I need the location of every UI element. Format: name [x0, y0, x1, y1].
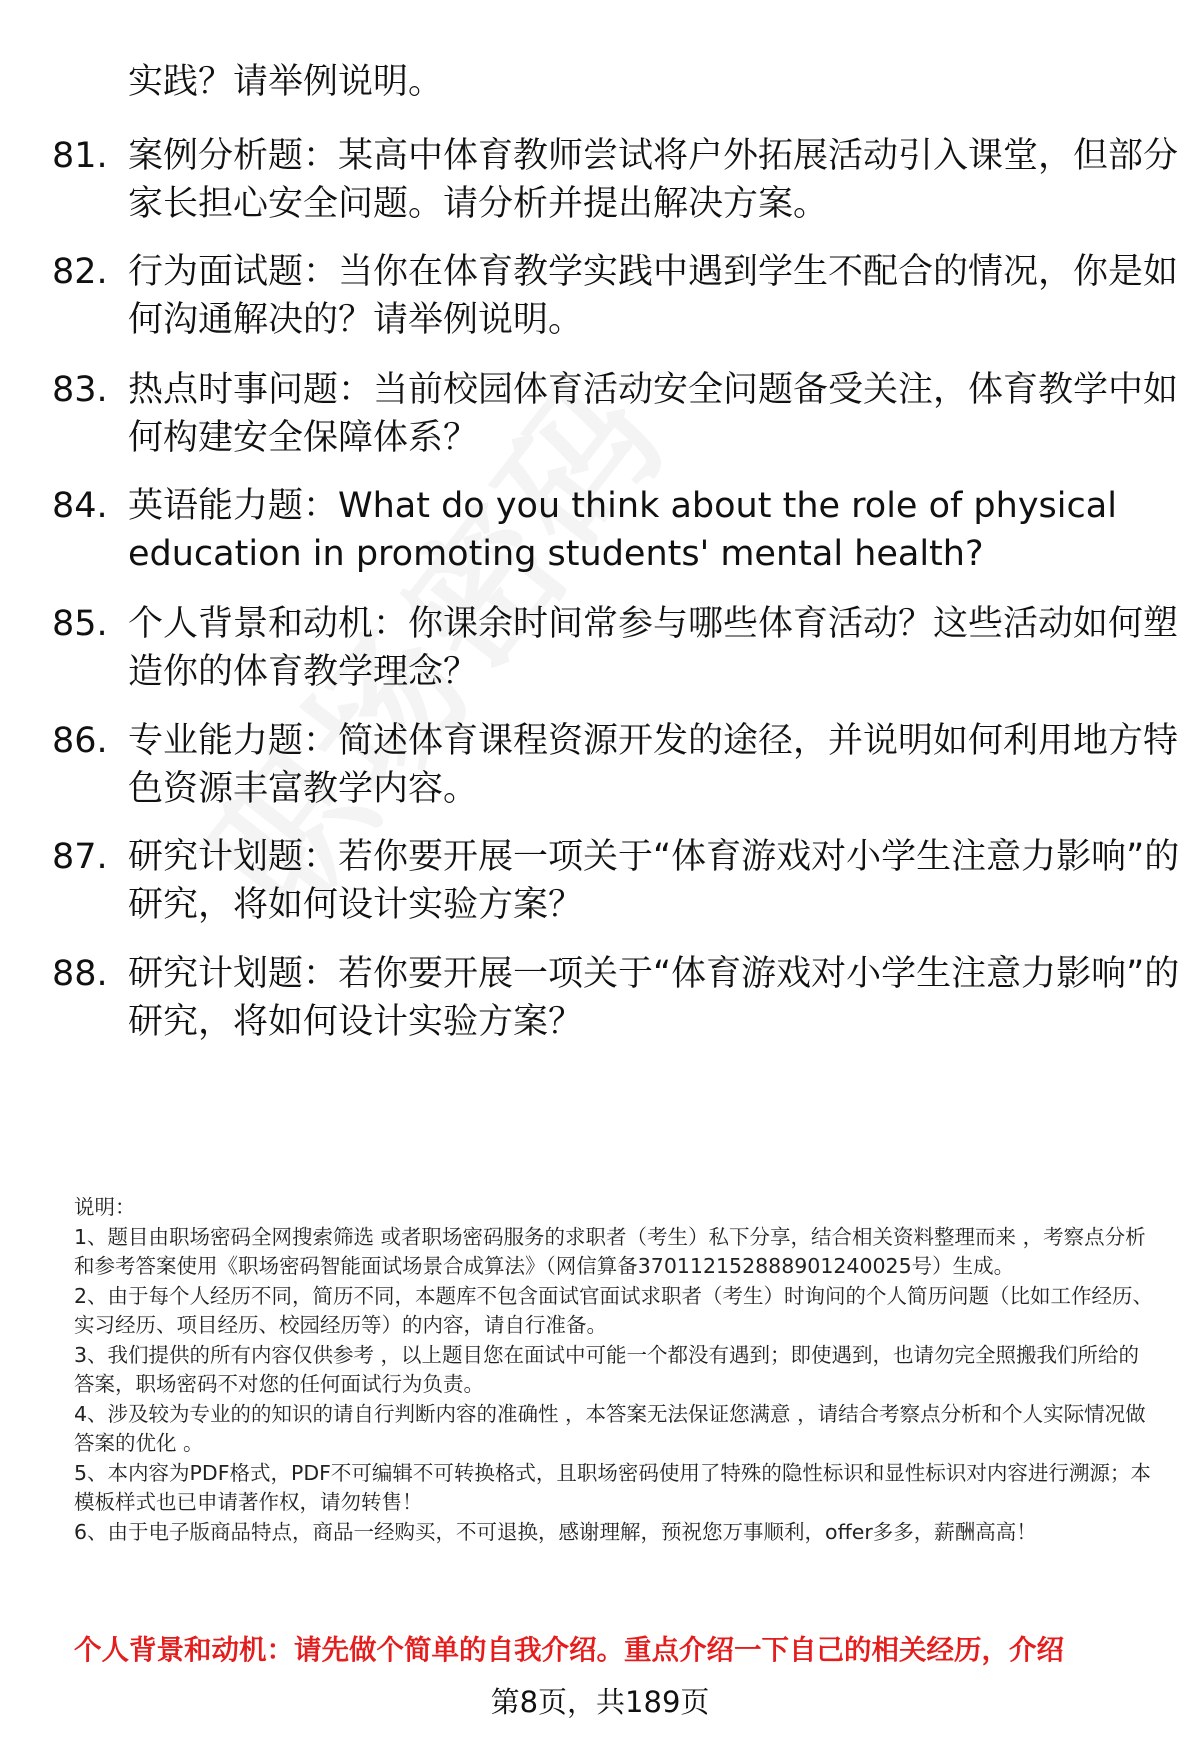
question-text: 专业能力题：简述体育课程资源开发的途径，并说明如何利用地方特色资源丰富教学内容。 [128, 721, 1179, 809]
question-item [52, 833, 1180, 929]
question-text: 个人背景和动机：你课余时间常参与哪些体育活动？这些活动如何塑造你的体育教学理念？ [128, 604, 1179, 692]
question-number: 86. [52, 721, 108, 761]
question-number: 82. [52, 252, 108, 292]
question-text: 案例分析题：某高中体育教师尝试将户外拓展活动引入课堂，但部分家长担心安全问题。请分析并提出解决方案。 [128, 136, 1179, 224]
question-text: 英语能力题：What do you think about the role of physical education in promoting students' mental health? [128, 486, 1117, 574]
question-number: 87. [52, 837, 108, 877]
note-item: 5、本内容为PDF格式，PDF不可编辑不可转换格式，且职场密码使用了特殊的隐性标识和显性标识对内容进行溯源；本模板样式也已申请著作权，请勿转售！ [74, 1460, 1151, 1514]
question-item [52, 248, 1179, 344]
note-item: 2、由于每个人经历不同，简历不同，本题库不包含面试官面试求职者（考生）时询问的个人简历问题（比如工作经历、实习经历、项目经历、校园经历等）的内容，请自行准备。 [74, 1283, 1154, 1337]
question-text: 热点时事问题：当前校园体育活动安全问题备受关注，体育教学中如何构建安全保障体系？ [128, 370, 1179, 458]
question-number: 84. [52, 486, 108, 526]
note-item: 4、涉及较为专业的的知识的请自行判断内容的准确性 ，本答案无法保证您满意 ，请结合考察点分析和个人实际情况做答案的优化 。 [74, 1401, 1146, 1455]
question-item [52, 132, 1179, 228]
page-number: 第8页，共189页 [490, 1685, 710, 1719]
notes-section [74, 1193, 1159, 1547]
question-number: 88. [52, 954, 108, 994]
question-item [52, 366, 1179, 462]
question-text: 行为面试题：当你在体育教学实践中遇到学生不配合的情况，你是如何沟通解决的？请举例说明。 [128, 252, 1179, 340]
question-number: 85. [52, 604, 108, 644]
question-item [52, 950, 1180, 1046]
question-text: 研究计划题：若你要开展一项关于“体育游戏对小学生注意力影响”的研究，将如何设计实验方案？ [128, 954, 1180, 1042]
question-item [52, 600, 1179, 696]
note-item: 1、题目由职场密码全网搜索筛选 或者职场密码服务的求职者（考生）私下分享，结合相关资料整理而来 ，考察点分析和参考答案使用《职场密码智能面试场景合成算法》（网信算备370112152888901240025号）生成。 [74, 1224, 1146, 1278]
question-item [52, 482, 1152, 578]
question-item [52, 717, 1179, 813]
question-number: 83. [52, 370, 108, 410]
highlight-question-text: 个人背景和动机：请先做个简单的自我介绍。重点介绍一下自己的相关经历，介绍 [74, 1634, 1064, 1666]
note-item: 3、我们提供的所有内容仅供参考 ，以上题目您在面试中可能一个都没有遇到；即使遇到，也请勿完全照搬我们所给的答案，职场密码不对您的任何面试行为负责。 [74, 1342, 1140, 1396]
continuation-text: 实践？请举例说明。 [128, 62, 444, 102]
note-item: 6、由于电子版商品特点，商品一经购买，不可退换，感谢理解，预祝您万事顺利，offer多多，薪酬高高！ [74, 1519, 1037, 1544]
notes-title: 说明： [74, 1195, 136, 1219]
question-text: 研究计划题：若你要开展一项关于“体育游戏对小学生注意力影响”的研究，将如何设计实验方案？ [128, 837, 1180, 925]
question-number: 81. [52, 136, 108, 176]
